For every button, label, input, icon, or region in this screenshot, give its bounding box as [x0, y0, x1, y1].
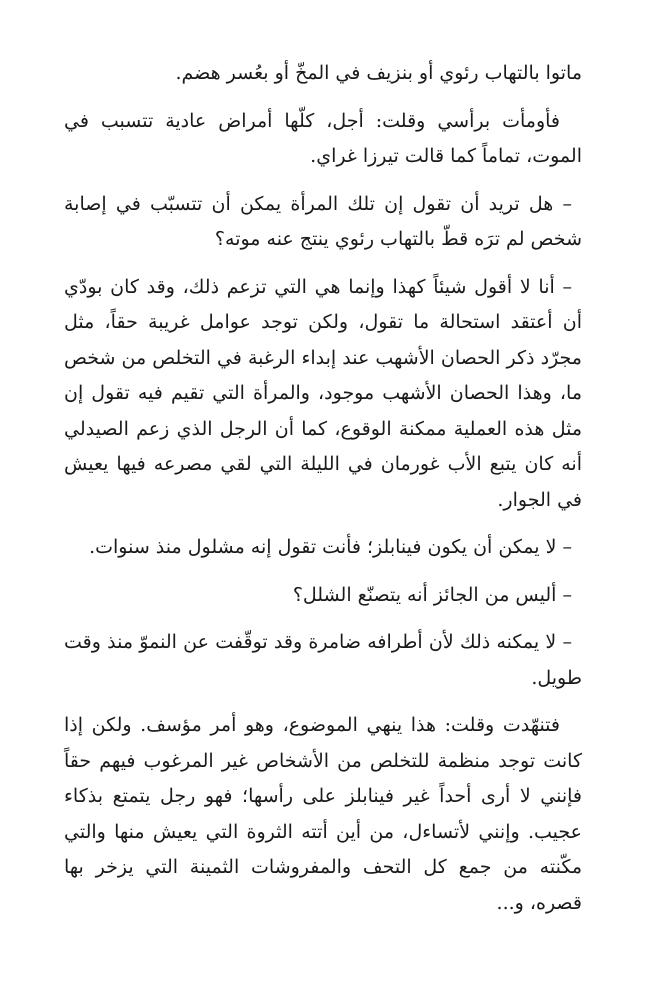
paragraph-dialog-limbs: – لا يمكنه ذلك لأن أطرافه ضامرة وقد توقّفت عن النموّ منذ وقت طويل.	[64, 631, 582, 689]
paragraph-dialog-question: – هل تريد أن تقول إن تلك المرأة يمكن أن تتسبّب في إصابة شخص لم ترَه قطّ بالتهاب رئوي ينتج عنه موته؟	[64, 192, 582, 250]
paragraph-narration-nod: فأومأت برأسي وقلت: أجل، كلّها أمراض عادية تتسبب في الموت، تماماً كما قالت تيرزا غراي.	[64, 109, 582, 167]
paragraph-dialog-answer: – أنا لا أقول شيئاً كهذا وإنما هي التي تزعم ذلك، وقد كان بودّي أن أعتقد استحالة ما تقول، ولكن توجد عوامل غريبة حقاً، مثل مجرّد ذكر الحصان الأشهب عند إبداء الرغبة في التخلص من شخص ما، وهذا الحصان الأشهب موجود، والمرأة التي تقيم فيه تقول إن مثل هذه العملية ممكنة الوقوع، كما أن الرجل الذي زعم الصيدلي أنه كان يتبع الأب غورمان في الليلة التي لقي مصرعه فيها يعيش في الجوار.	[64, 275, 582, 511]
paragraph-continuation: ماتوا بالتهاب رئوي أو بنزيف في المخّ أو بعُسر هضم.	[175, 62, 582, 84]
paragraph-dialog-pretend: – أليس من الجائز أنه يتصنّع الشلل؟	[292, 583, 572, 606]
paragraph-narration-sigh: فتنهّدت وقلت: هذا ينهي الموضوع، وهو أمر مؤسف. ولكن إذا كانت توجد منظمة للتخلص من الأشخاص غير المرغوب فيهم حقاً فإنني لا أرى أحداً غير فينابلز على رأسها؛ فهو رجل يتمتع بذكاء عجيب. وإنني لأتساءل، من أين أتته الثروة التي يعيش منها والتي مكّنته من جمع كل التحف والمفروشات الثمينة التي يزخر بها قصره، و...	[64, 714, 582, 914]
book-page	[64, 56, 582, 933]
paragraph-dialog-venables: – لا يمكن أن يكون فينابلز؛ فأنت تقول إنه مشلول منذ سنوات.	[89, 536, 572, 558]
